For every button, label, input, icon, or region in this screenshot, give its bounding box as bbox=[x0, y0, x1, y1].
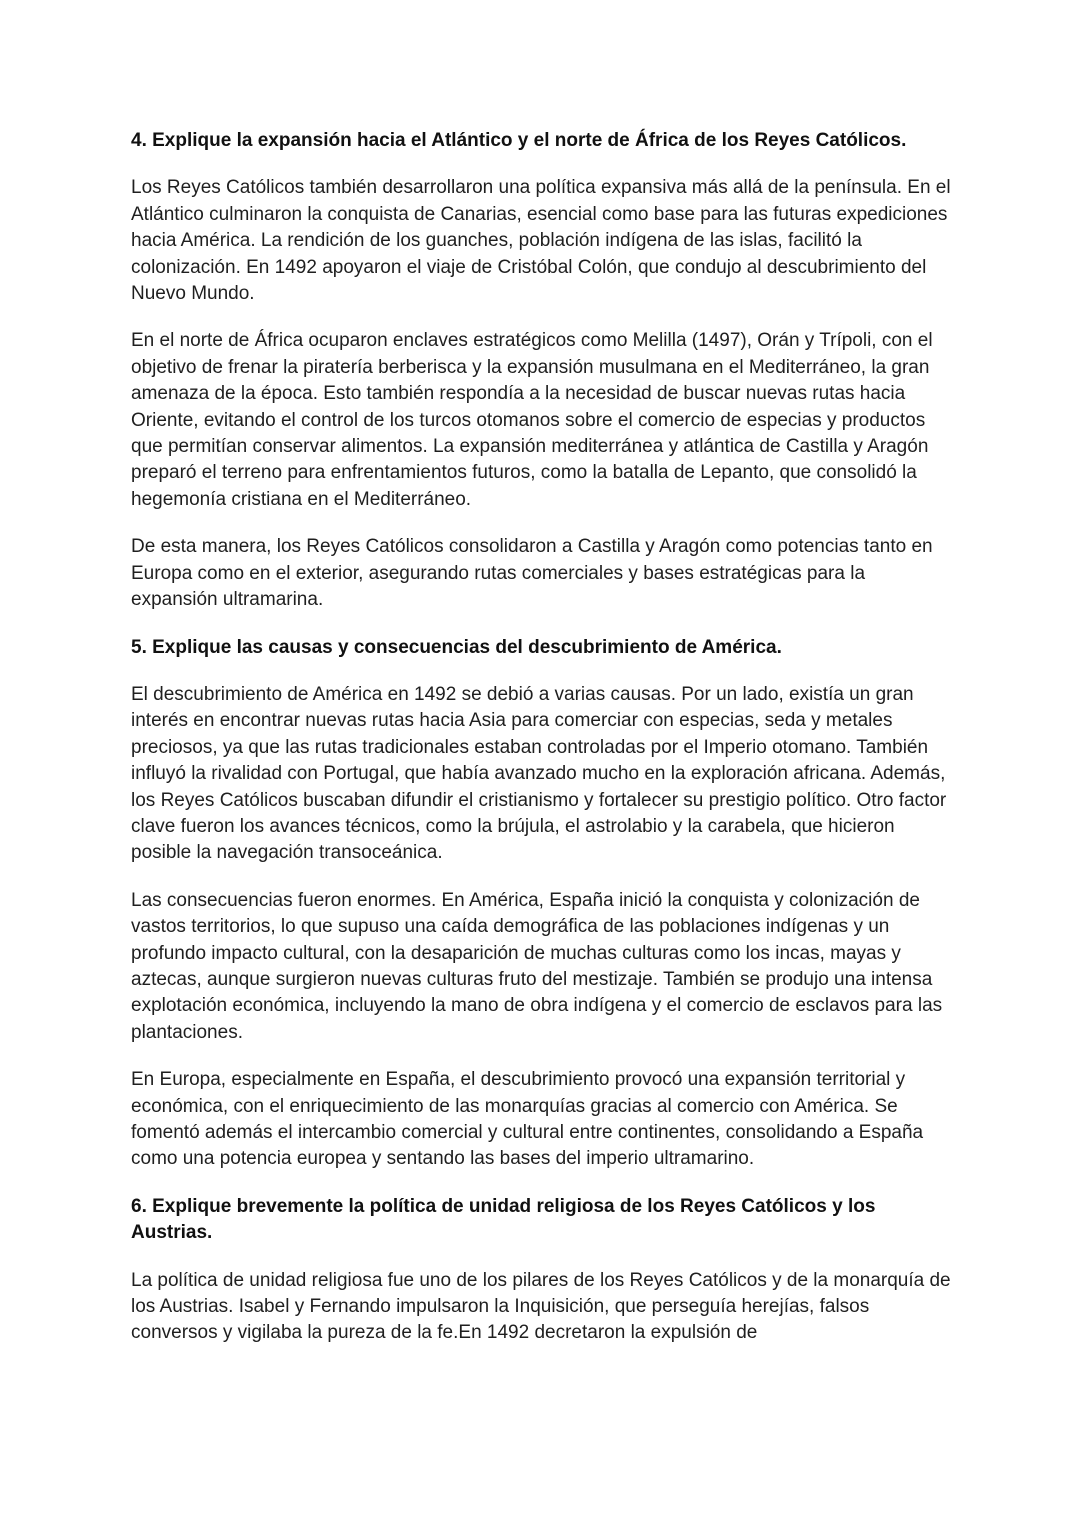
paragraph: En el norte de África ocuparon enclaves estratégicos como Melilla (1497), Orán y Trípoli, con el objetivo de frenar la piratería berberisca y la expansión musulmana en el Mediterráneo, la gran amenaza de la época. Esto también respondía a la necesidad de buscar nuevas rutas hacia Oriente, evitando el control de los turcos otomanos sobre el comercio de especias y productos que permitían conservar alimentos. La expansión mediterránea y atlántica de Castilla y Aragón preparó el terreno para enfrentamientos futuros, como la batalla de Lepanto, que consolidó la hegemonía cristiana en el Mediterráneo. bbox=[131, 330, 933, 510]
section-5 bbox=[131, 635, 951, 1173]
section-heading: 6. Explique brevemente la política de unidad religiosa de los Reyes Católicos y los Austrias. bbox=[131, 1195, 876, 1244]
paragraph: En Europa, especialmente en España, el descubrimiento provocó una expansión territorial y económica, con el enriquecimiento de las monarquías gracias al comercio con América. Se fomentó además el intercambio comercial y cultural entre continentes, consolidando a España como una potencia europea y sentando las bases del imperio ultramarino. bbox=[131, 1069, 924, 1170]
section-heading: 5. Explique las causas y consecuencias del descubrimiento de América. bbox=[131, 636, 782, 658]
paragraph: La política de unidad religiosa fue uno de los pilares de los Reyes Católicos y de la monarquía de los Austrias. Isabel y Fernando impulsaron la Inquisición, que perseguía herejías, falsos conversos y vigilaba la pureza de la fe.En 1492 decretaron la expulsión de bbox=[131, 1269, 951, 1344]
section-heading: 4. Explique la expansión hacia el Atlántico y el norte de África de los Reyes Católicos. bbox=[131, 130, 907, 151]
paragraph: De esta manera, los Reyes Católicos consolidaron a Castilla y Aragón como potencias tanto en Europa como en el exterior, asegurando rutas comerciales y bases estratégicas para la expansión ultramarina. bbox=[131, 536, 933, 611]
section-4 bbox=[131, 128, 951, 614]
paragraph: El descubrimiento de América en 1492 se debió a varias causas. Por un lado, existía un gran interés en encontrar nuevas rutas hacia Asia para comerciar con especias, seda y metales preciosos, ya que las rutas tradicionales estaban controladas por el Imperio otomano. También influyó la rivalidad con Portugal, que había avanzado mucho en la exploración africana. Además, los Reyes Católicos buscaban difundir el cristianismo y fortalecer su prestigio político. Otro factor clave fueron los avances técnicos, como la brújula, el astrolabio y la carabela, que hicieron posible la navegación transoceánica. bbox=[131, 683, 947, 864]
section-6 bbox=[131, 1194, 951, 1347]
paragraph: Las consecuencias fueron enormes. En América, España inició la conquista y colonización de vastos territorios, lo que supuso una caída demográfica de las poblaciones indígenas y un profundo impacto cultural, con la desaparición de muchas culturas como los incas, mayas y aztecas, aunque surgieron nuevas culturas fruto del mestizaje. También se produjo una intensa explotación económica, incluyendo la mano de obra indígena y el comercio de esclavos para las plantaciones. bbox=[131, 889, 943, 1043]
document-page bbox=[131, 128, 951, 1347]
paragraph: Los Reyes Católicos también desarrollaron una política expansiva más allá de la península. En el Atlántico culminaron la conquista de Canarias, esencial como base para las futuras expediciones hacia América. La rendición de los guanches, población indígena de las islas, facilitó la colonización. En 1492 apoyaron el viaje de Cristóbal Colón, que condujo al descubrimiento del Nuevo Mundo. bbox=[131, 177, 951, 305]
